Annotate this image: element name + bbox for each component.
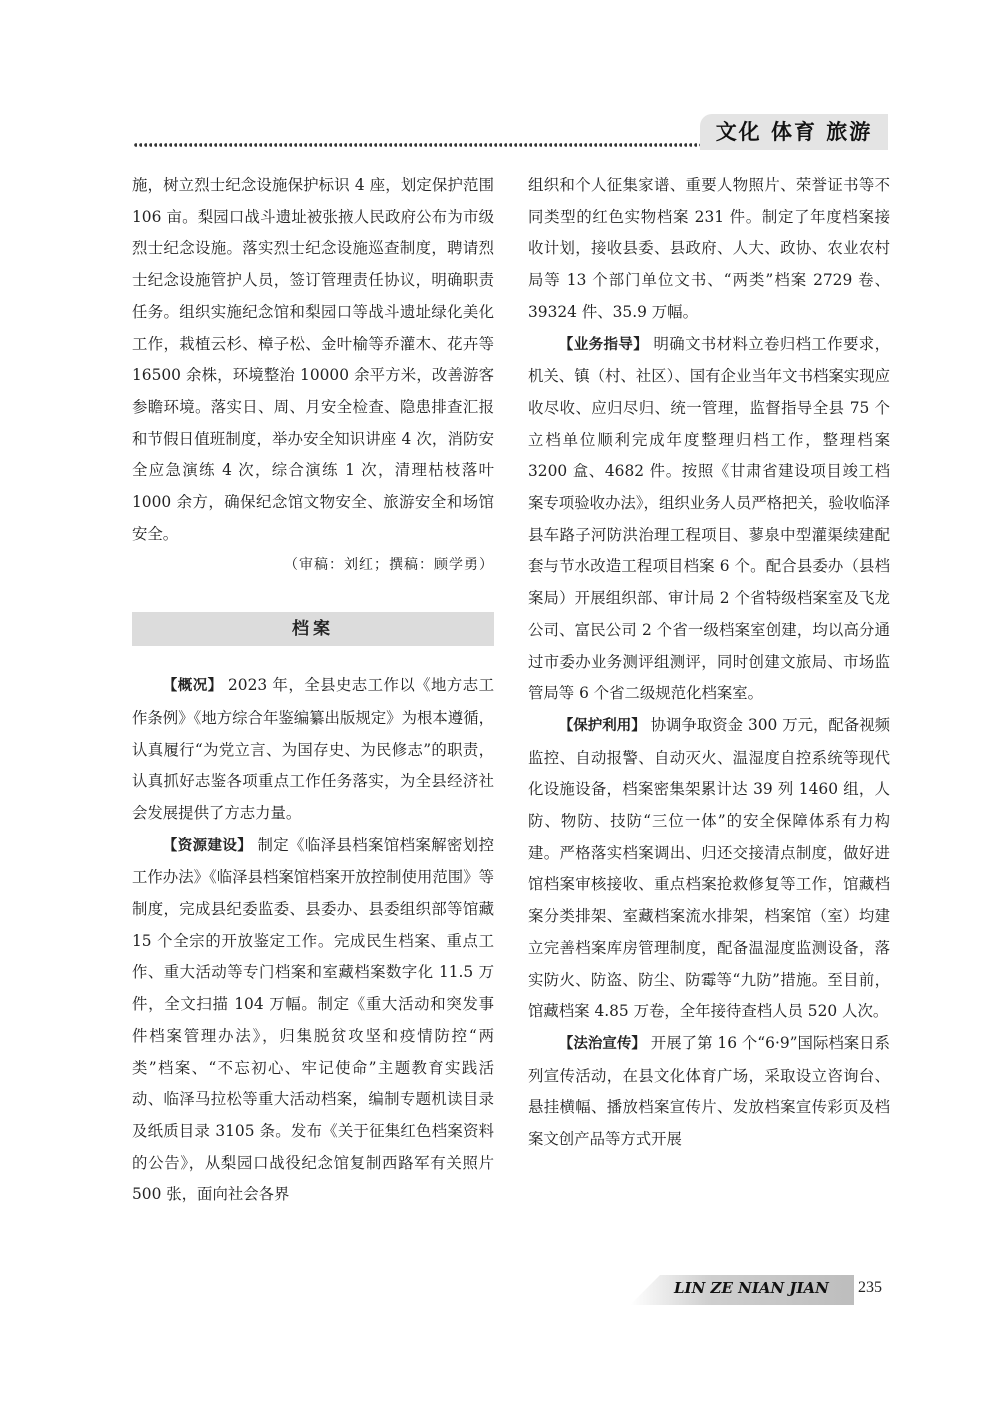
paragraph-business-guidance [528,329,890,710]
header-dotted-rule [132,141,700,149]
right-column [528,170,890,1156]
section-heading-archives: 档案 [132,612,494,646]
paragraph-tag: 【概况】 [162,678,223,695]
paragraph-tag: 【业务指导】 [558,336,649,353]
credit-line: （审稿：刘红；撰稿：顾学勇） [284,557,494,574]
paragraph-text: 制定《临泽县档案馆档案解密划控工作办法》《临泽县档案馆档案开放控制使用范围》等制度，完成县纪委监委、县委办、县委组织部等馆藏 15 个全宗的开放鉴定工作。完成民生档案、重点工作、重大活动等专门档案和室藏档案数字化 11.5 万件，全文扫描 104 万幅。制定《重大活动和突发事件档案管理办法》，归集脱贫攻坚和疫情防控“两类”档案、“不忘初心、牢记使命”主题教育实践活动、临泽马拉松等重大活动档案，编制专题机读目录及纸质目录 3105 条。发布《关于征集红色档案资料的公告》，从梨园口战役纪念馆复制西路军有关照片 500 张，面向社会各界 [132,835,494,1204]
paragraph-overview [132,670,494,830]
paragraph-protection-use [528,710,890,1028]
paragraph-resource-building [132,830,494,1211]
page-number: 235 [858,1279,882,1296]
journal-name: LIN ZE NIAN JIAN [674,1279,829,1297]
page-footer [630,1275,890,1305]
paragraph-text: 开展了第 16 个“6·9”国际档案日系列宣传活动，在县文化体育广场，采取设立咨询台、悬挂横幅、播放档案宣传片、发放档案宣传彩页及档案文创产品等方式开展 [528,1033,890,1149]
paragraph-tag: 【保护利用】 [558,717,646,734]
paragraph-continuation: 施，树立烈士纪念设施保护标识 4 座，划定保护范围 106 亩。梨园口战斗遗址被张掖人民政府公布为市级烈士纪念设施。落实烈士纪念设施巡查制度，聘请烈士纪念设施管护人员，签订管理责任协议，明确职责任务。组织实施纪念馆和梨园口等战斗遗址绿化美化工作，栽植云杉、樟子松、金叶榆等乔灌木、花卉等 16500 余株，环境整治 10000 余平方米，改善游客参瞻环境。落实日、周、月安全检查、隐患排查汇报和节假日值班制度，举办安全知识讲座 4 次，消防安全应急演练 4 次，综合演练 1 次，清理枯枝落叶 1000 余方，确保纪念馆文物安全、旅游安全和场馆安全。 [132,176,494,543]
paragraph-tag: 【法治宣传】 [558,1035,646,1052]
paragraph-continuation: 组织和个人征集家谱、重要人物照片、荣誉证书等不同类型的红色实物档案 231 件。制定了年度档案接收计划，接收县委、县政府、人大、政协、农业农村局等 13 个部门单位文书、“两类”档案 2729 卷、39324 件、35.9 万幅。 [528,176,890,321]
paragraph-text: 协调争取资金 300 万元，配备视频监控、自动报警、自动灭火、温湿度自控系统等现代化设施设备，档案密集架累计达 39 列 1460 组，人防、物防、技防“三位一体”的安全保障体系有力构建。严格落实档案调出、归还交接清点制度，做好进馆档案审核接收、重点档案抢救修复等工作，馆藏档案分类排架、室藏档案流水排架，档案馆（室）均建立完善档案库房管理制度，配备温湿度监测设备，落实防火、防盗、防尘、防霉等“九防”措施。至目前，馆藏档案 4.85 万卷，全年接待查档人员 520 人次。 [528,715,890,1021]
paragraph-text: 明确文书材料立卷归档工作要求，机关、镇（村、社区）、国有企业当年文书档案实现应收尽收、应归尽归、统一管理，监督指导全县 75 个立档单位顺利完成年度整理归档工作，整理档案 3200 盒、4682 件。按照《甘肃省建设项目竣工档案专项验收办法》，组织业务人员严格把关，验收临泽县车路子河防洪治理工程项目、蓼泉中型灌渠续建配套与节水改造工程项目档案 6 个。配合县委办（县档案局）开展组织部、审计局 2 个省特级档案室及飞龙公司、富民公司 2 个省一级档案室创建，均以高分通过市委办业务测评组测评，同时创建文旅局、市场监管局等 6 个省二级规范化档案室。 [528,334,890,703]
left-column [132,170,494,1211]
paragraph-tag: 【资源建设】 [162,837,253,854]
paragraph-text: 2023 年，全县史志工作以《地方志工作条例》《地方综合年鉴编纂出版规定》为根本遵循，认真履行“为党立言、为国存史、为民修志”的职责，认真抓好志鉴各项重点工作任务落实，为全县经济社会发展提供了方志力量。 [132,676,495,822]
section-header-tag: 文化 体育 旅游 [700,114,888,150]
paragraph-legal-publicity [528,1028,890,1156]
